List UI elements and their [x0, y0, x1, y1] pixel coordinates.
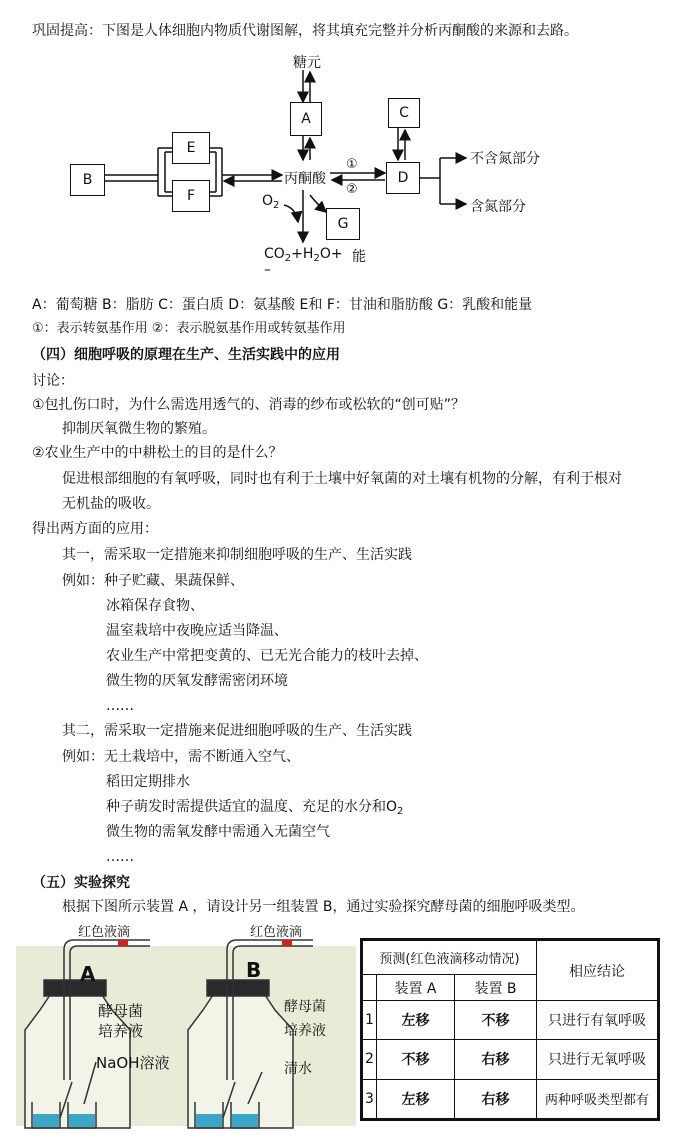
- row-number: 1: [363, 1001, 377, 1040]
- second-application: 其二，需采取一定措施来促进细胞呼吸的生产、生活实践: [62, 723, 412, 739]
- yeast-label-b-2: 培养液: [284, 1023, 326, 1039]
- row-number: 3: [363, 1079, 377, 1118]
- apparatus-b-letter: B: [246, 958, 262, 982]
- section5-description: 根据下图所示装置 A ，请设计另一组装置 B，通过实验探究酵母菌的细胞呼吸类型。: [62, 899, 585, 915]
- answers-line-1: A：葡萄糖 B：脂肪 C：蛋白质 D：氨基酸 E和 F：甘油和脂肪酸 G：乳酸和能量: [32, 297, 533, 313]
- products-label: $CO_2+H_2O+$: [264, 246, 343, 264]
- ellipsis-1: ……: [106, 698, 134, 714]
- cell-b: 不移: [455, 1001, 537, 1040]
- table-row: [363, 1001, 658, 1040]
- example-1-4: 农业生产中常把变黄的、已无光合能力的枝叶去掉、: [106, 648, 428, 664]
- drop-label-b: 红色液滴: [250, 925, 303, 940]
- blank-dash: –: [264, 262, 271, 278]
- header-col-a: 装置 A: [377, 975, 455, 1001]
- ellipsis-2: ……: [106, 849, 134, 865]
- sugar-label: 糖元: [293, 55, 321, 71]
- example-2-3: 种子萌发时需提供适宜的温度、充足的水分和$O_2$: [106, 799, 404, 817]
- cell-conclusion: 只进行有氧呼吸: [537, 1001, 658, 1040]
- box-f: F: [172, 180, 210, 212]
- cell-conclusion: 只进行无氧呼吸: [537, 1040, 658, 1079]
- header-prediction: 预测(红色液滴移动情况): [363, 941, 537, 975]
- box-a: A: [290, 102, 322, 136]
- drop-label-a: 红色液滴: [78, 925, 131, 940]
- answer-1: 抑制厌氧微生物的繁殖。: [62, 421, 216, 437]
- example-1-5: 微生物的厌氧发酵需密闭环境: [106, 673, 288, 689]
- example-2-2: 稻田定期排水: [106, 774, 190, 790]
- cell-a: 左移: [377, 1079, 455, 1118]
- intro-text: 巩固提高：下图是人体细胞内物质代谢图解，将其填充完整并分析丙酮酸的来源和去路。: [32, 23, 578, 39]
- answer-2-line-1: 促进根部细胞的有氧呼吸，同时也有利于土壤中好氧菌的对土壤有机物的分解，有利于根对: [62, 471, 622, 487]
- header-conclusion: 相应结论: [537, 941, 658, 1001]
- naoh-label: NaOH溶液: [96, 1054, 170, 1072]
- box-e: E: [172, 132, 210, 164]
- yeast-label-b-1: 酵母菌: [284, 999, 326, 1015]
- box-c: C: [388, 98, 420, 128]
- no-nitrogen-label: 不含氮部分: [470, 151, 540, 167]
- arrow-2-label: ②: [346, 182, 358, 197]
- table-row: [363, 1040, 658, 1079]
- table-row: [363, 1079, 658, 1118]
- section5-title: （五）实验探究: [32, 875, 130, 891]
- cell-a: 左移: [377, 1001, 455, 1040]
- answer-2-line-2: 无机盐的吸收。: [62, 496, 160, 512]
- cell-b: 右移: [455, 1040, 537, 1079]
- first-application: 其一，需采取一定措施来抑制细胞呼吸的生产、生活实践: [62, 547, 412, 563]
- example-1-2: 冰箱保存食物、: [106, 598, 204, 614]
- answers-line-2: ①：表示转氨基作用 ②：表示脱氨基作用或转氨基作用: [32, 321, 346, 336]
- example-1-3: 温室栽培中夜晚应适当降温、: [106, 623, 288, 639]
- yeast-label-a-1: 酵母菌: [98, 1002, 144, 1020]
- energy-label: 能: [352, 249, 366, 265]
- box-b: B: [70, 164, 105, 196]
- question-2: ②农业生产中的中耕松土的目的是什么？: [32, 445, 283, 461]
- example-2-1: 例如：无土栽培中，需不断通入空气、: [62, 749, 300, 765]
- example-1-1: 例如：种子贮藏、果蔬保鲜、: [62, 573, 244, 589]
- cell-a: 不移: [377, 1040, 455, 1079]
- cell-b: 右移: [455, 1079, 537, 1118]
- results-table: [360, 938, 660, 1121]
- question-1: ①包扎伤口时，为什么需选用透气的、消毒的纱布或松软的“创可贴”？: [32, 397, 466, 413]
- box-g: G: [326, 208, 360, 240]
- arrow-1-label: ①: [346, 157, 358, 172]
- cell-conclusion: 两种呼吸类型都有: [537, 1079, 658, 1118]
- discuss-label: 讨论：: [32, 373, 74, 389]
- water-label: 清水: [284, 1061, 312, 1077]
- pyruvate-label: 丙酮酸: [284, 168, 326, 188]
- example-2-4: 微生物的需氧发酵中需通入无菌空气: [106, 824, 330, 840]
- two-apps-label: 得出两方面的应用：: [32, 521, 158, 537]
- apparatus-a-letter: A: [80, 962, 96, 986]
- yeast-label-a-2: 培养液: [98, 1022, 144, 1040]
- section4-title: （四）细胞呼吸的原理在生产、生活实践中的应用: [32, 347, 340, 363]
- box-d: D: [386, 162, 420, 194]
- nitrogen-label: 含氮部分: [470, 199, 526, 215]
- header-col-b: 装置 B: [455, 975, 537, 1001]
- row-number: 2: [363, 1040, 377, 1079]
- o2-label: $O_2$: [262, 193, 280, 211]
